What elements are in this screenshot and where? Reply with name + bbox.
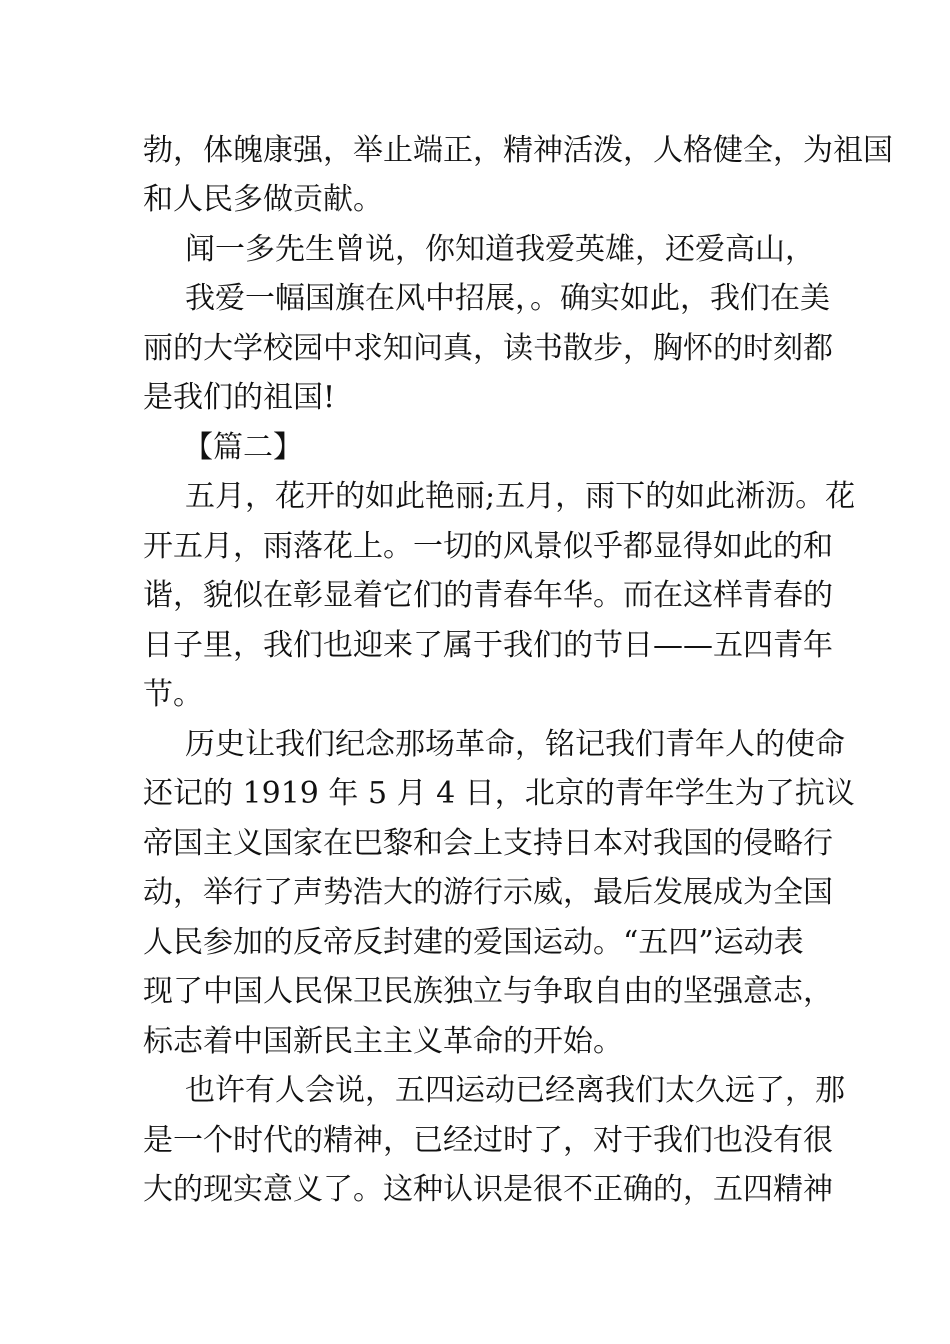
- text-line-1: 勃，体魄康强，举止端正，精神活泼，人格健全，为祖国: [143, 133, 893, 168]
- text-line-10: 谐，貌似在彰显着它们的青春年华。而在这样青春的: [143, 578, 833, 613]
- text-line-9: 开五月，雨落花上。一切的风景似乎都显得如此的和: [143, 529, 833, 564]
- text-line-11: 日子里，我们也迎来了属于我们的节日——五四青年: [143, 628, 833, 663]
- text-line-5: 丽的大学校园中求知问真，读书散步，胸怀的时刻都: [143, 331, 833, 366]
- text-line-8: 五月，花开的如此艳丽;五月，雨下的如此淅沥。花: [185, 479, 856, 514]
- section-heading: 【篇二】: [183, 430, 303, 465]
- text-line-17: 人民参加的反帝反封建的爱国运动。“五四”运动表: [143, 925, 804, 960]
- text-line-18: 现了中国人民保卫民族独立与争取自由的坚强意志，: [143, 974, 833, 1009]
- text-line-3: 闻一多先生曾说，你知道我爱英雄，还爱高山，: [185, 232, 815, 267]
- text-line-22: 大的现实意义了。这种认识是很不正确的，五四精神: [143, 1172, 833, 1207]
- text-line-4: 我爱一幅国旗在风中招展，。确实如此，我们在美: [185, 281, 830, 316]
- text-line-14: 还记的 1919 年 5 月 4 日，北京的青年学生为了抗议: [143, 776, 855, 811]
- text-line-16: 动，举行了声势浩大的游行示威，最后发展成为全国: [143, 875, 833, 910]
- text-line-12: 节。: [143, 677, 203, 712]
- text-line-2: 和人民多做贡献。: [143, 182, 383, 217]
- text-line-15: 帝国主义国家在巴黎和会上支持日本对我国的侵略行: [143, 826, 833, 861]
- text-line-20: 也许有人会说，五四运动已经离我们太久远了，那: [185, 1073, 845, 1108]
- text-line-13: 历史让我们纪念那场革命，铭记我们青年人的使命: [185, 727, 845, 762]
- text-line-6: 是我们的祖国!: [143, 380, 336, 415]
- text-line-19: 标志着中国新民主主义革命的开始。: [143, 1024, 623, 1059]
- text-line-21: 是一个时代的精神，已经过时了，对于我们也没有很: [143, 1123, 833, 1158]
